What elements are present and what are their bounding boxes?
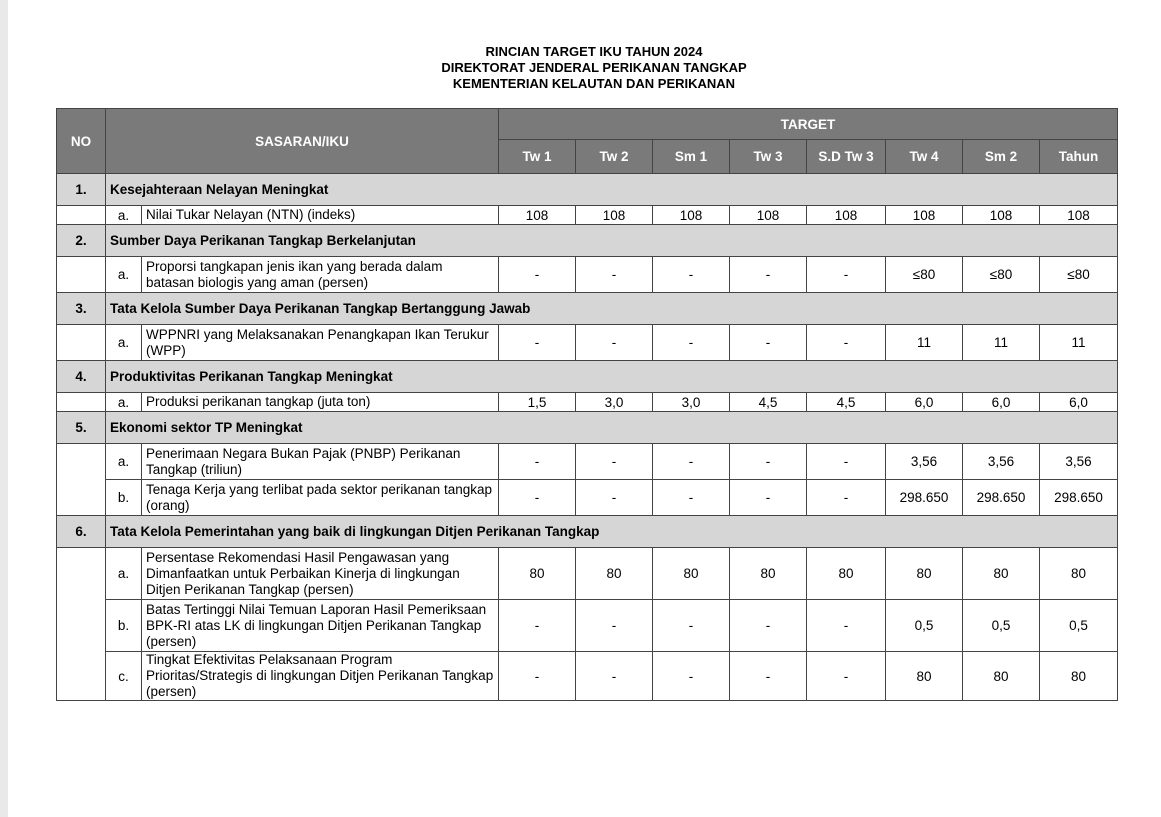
- item-letter: a.: [106, 257, 142, 293]
- group-title: Tata Kelola Pemerintahan yang baik di lingkungan Ditjen Perikanan Tangkap: [106, 516, 1118, 548]
- target-value: 108: [1040, 206, 1118, 225]
- target-value: -: [499, 600, 576, 652]
- target-value: -: [499, 257, 576, 293]
- group-row: [57, 361, 1118, 393]
- header-no: NO: [57, 109, 106, 174]
- item-letter: c.: [106, 652, 142, 701]
- target-value: 11: [963, 325, 1040, 361]
- header-period: Sm 1: [653, 140, 730, 174]
- target-value: 298.650: [1040, 480, 1118, 516]
- group-title: Ekonomi sektor TP Meningkat: [106, 412, 1118, 444]
- item-indicator: Tingkat Efektivitas Pelaksanaan Program Prioritas/Strategis di lingkungan Ditjen Perikanan Tangkap (persen): [142, 652, 499, 701]
- item-letter: a.: [106, 393, 142, 412]
- title-line-3: KEMENTERIAN KELAUTAN DAN PERIKANAN: [452, 76, 736, 91]
- target-value: 80: [886, 652, 963, 701]
- group-title: Tata Kelola Sumber Daya Perikanan Tangkap Bertanggung Jawab: [106, 293, 1118, 325]
- target-value: 3,56: [1040, 444, 1118, 480]
- target-value: -: [730, 480, 807, 516]
- target-value: -: [499, 652, 576, 701]
- target-value: -: [576, 257, 653, 293]
- target-value: 3,56: [886, 444, 963, 480]
- target-value: ≤80: [1040, 257, 1118, 293]
- item-letter: b.: [106, 480, 142, 516]
- target-value: -: [653, 444, 730, 480]
- target-value: ≤80: [886, 257, 963, 293]
- target-value: 3,56: [963, 444, 1040, 480]
- header-period: S.D Tw 3: [807, 140, 886, 174]
- target-value: ≤80: [963, 257, 1040, 293]
- item-indicator: WPPNRI yang Melaksanakan Penangkapan Ikan Terukur (WPP): [142, 325, 499, 361]
- target-value: 80: [576, 548, 653, 600]
- target-value: -: [653, 325, 730, 361]
- target-value: -: [499, 325, 576, 361]
- group-row: [57, 225, 1118, 257]
- target-value: 80: [963, 548, 1040, 600]
- iku-row: [57, 548, 1118, 600]
- blank-no-cell: [57, 548, 106, 701]
- target-value: -: [499, 480, 576, 516]
- target-value: 0,5: [886, 600, 963, 652]
- document-title: [8, 44, 1161, 92]
- header-period: Tahun: [1040, 140, 1118, 174]
- item-letter: b.: [106, 600, 142, 652]
- target-value: 0,5: [1040, 600, 1118, 652]
- group-title: Produktivitas Perikanan Tangkap Meningkat: [106, 361, 1118, 393]
- target-value: -: [653, 600, 730, 652]
- iku-target-table: [56, 108, 1118, 701]
- header-period: Sm 2: [963, 140, 1040, 174]
- group-title: Kesejahteraan Nelayan Meningkat: [106, 174, 1118, 206]
- target-value: 3,0: [576, 393, 653, 412]
- item-letter: a.: [106, 444, 142, 480]
- target-value: -: [730, 600, 807, 652]
- target-value: -: [653, 652, 730, 701]
- target-value: 108: [653, 206, 730, 225]
- target-value: -: [807, 600, 886, 652]
- iku-row: [57, 257, 1118, 293]
- target-value: 80: [1040, 652, 1118, 701]
- item-letter: a.: [106, 548, 142, 600]
- target-value: 1,5: [499, 393, 576, 412]
- target-value: 108: [730, 206, 807, 225]
- blank-no-cell: [57, 325, 106, 361]
- blank-no-cell: [57, 444, 106, 516]
- target-value: 80: [499, 548, 576, 600]
- target-value: -: [807, 325, 886, 361]
- target-value: 108: [807, 206, 886, 225]
- target-value: 108: [499, 206, 576, 225]
- target-value: 108: [886, 206, 963, 225]
- target-value: -: [499, 444, 576, 480]
- target-value: 80: [807, 548, 886, 600]
- header-period: Tw 4: [886, 140, 963, 174]
- group-number: 6.: [57, 516, 106, 548]
- group-number: 1.: [57, 174, 106, 206]
- target-value: -: [807, 257, 886, 293]
- item-indicator: Persentase Rekomendasi Hasil Pengawasan yang Dimanfaatkan untuk Perbaikan Kinerja di lingkungan Ditjen Perikanan Tangkap (persen): [142, 548, 499, 600]
- header-sasaran: SASARAN/IKU: [106, 109, 499, 174]
- target-value: -: [807, 652, 886, 701]
- item-indicator: Proporsi tangkapan jenis ikan yang berada dalam batasan biologis yang aman (persen): [142, 257, 499, 293]
- target-value: 0,5: [963, 600, 1040, 652]
- item-indicator: Penerimaan Negara Bukan Pajak (PNBP) Perikanan Tangkap (triliun): [142, 444, 499, 480]
- target-value: -: [576, 600, 653, 652]
- target-value: -: [576, 652, 653, 701]
- header-target: TARGET: [499, 109, 1118, 140]
- iku-row: [57, 652, 1118, 701]
- group-number: 4.: [57, 361, 106, 393]
- item-indicator: Nilai Tukar Nelayan (NTN) (indeks): [142, 206, 499, 225]
- target-value: -: [807, 480, 886, 516]
- target-value: -: [730, 652, 807, 701]
- item-indicator: Produksi perikanan tangkap (juta ton): [142, 393, 499, 412]
- iku-row: [57, 480, 1118, 516]
- target-value: 11: [886, 325, 963, 361]
- target-value: 6,0: [963, 393, 1040, 412]
- target-value: -: [576, 444, 653, 480]
- blank-no-cell: [57, 393, 106, 412]
- target-value: 80: [653, 548, 730, 600]
- item-indicator: Batas Tertinggi Nilai Temuan Laporan Hasil Pemeriksaan BPK-RI atas LK di lingkungan Ditjen Perikanan Tangkap (persen): [142, 600, 499, 652]
- header-period: Tw 3: [730, 140, 807, 174]
- target-value: -: [807, 444, 886, 480]
- target-value: 4,5: [807, 393, 886, 412]
- target-value: -: [653, 257, 730, 293]
- item-letter: a.: [106, 325, 142, 361]
- iku-row: [57, 444, 1118, 480]
- target-value: -: [576, 480, 653, 516]
- group-number: 5.: [57, 412, 106, 444]
- target-value: 6,0: [1040, 393, 1118, 412]
- target-value: -: [653, 480, 730, 516]
- item-indicator: Tenaga Kerja yang terlibat pada sektor perikanan tangkap (orang): [142, 480, 499, 516]
- group-row: [57, 293, 1118, 325]
- target-value: 298.650: [886, 480, 963, 516]
- iku-row: [57, 600, 1118, 652]
- target-value: 80: [886, 548, 963, 600]
- target-value: -: [730, 444, 807, 480]
- target-value: 11: [1040, 325, 1118, 361]
- target-value: 108: [963, 206, 1040, 225]
- target-value: 4,5: [730, 393, 807, 412]
- group-row: [57, 516, 1118, 548]
- target-value: 80: [730, 548, 807, 600]
- title-line-1: RINCIAN TARGET IKU TAHUN 2024: [485, 44, 703, 59]
- document-page: [8, 0, 1161, 817]
- target-value: 80: [963, 652, 1040, 701]
- iku-row: [57, 393, 1118, 412]
- target-value: 108: [576, 206, 653, 225]
- group-row: [57, 412, 1118, 444]
- header-period: Tw 2: [576, 140, 653, 174]
- group-number: 2.: [57, 225, 106, 257]
- header-period: Tw 1: [499, 140, 576, 174]
- title-line-2: DIREKTORAT JENDERAL PERIKANAN TANGKAP: [441, 60, 747, 75]
- blank-no-cell: [57, 257, 106, 293]
- blank-no-cell: [57, 206, 106, 225]
- group-title: Sumber Daya Perikanan Tangkap Berkelanjutan: [106, 225, 1118, 257]
- target-value: 298.650: [963, 480, 1040, 516]
- target-value: -: [730, 325, 807, 361]
- target-value: -: [576, 325, 653, 361]
- group-number: 3.: [57, 293, 106, 325]
- target-value: -: [730, 257, 807, 293]
- iku-row: [57, 206, 1118, 225]
- iku-row: [57, 325, 1118, 361]
- group-row: [57, 174, 1118, 206]
- target-value: 3,0: [653, 393, 730, 412]
- target-value: 80: [1040, 548, 1118, 600]
- target-value: 6,0: [886, 393, 963, 412]
- item-letter: a.: [106, 206, 142, 225]
